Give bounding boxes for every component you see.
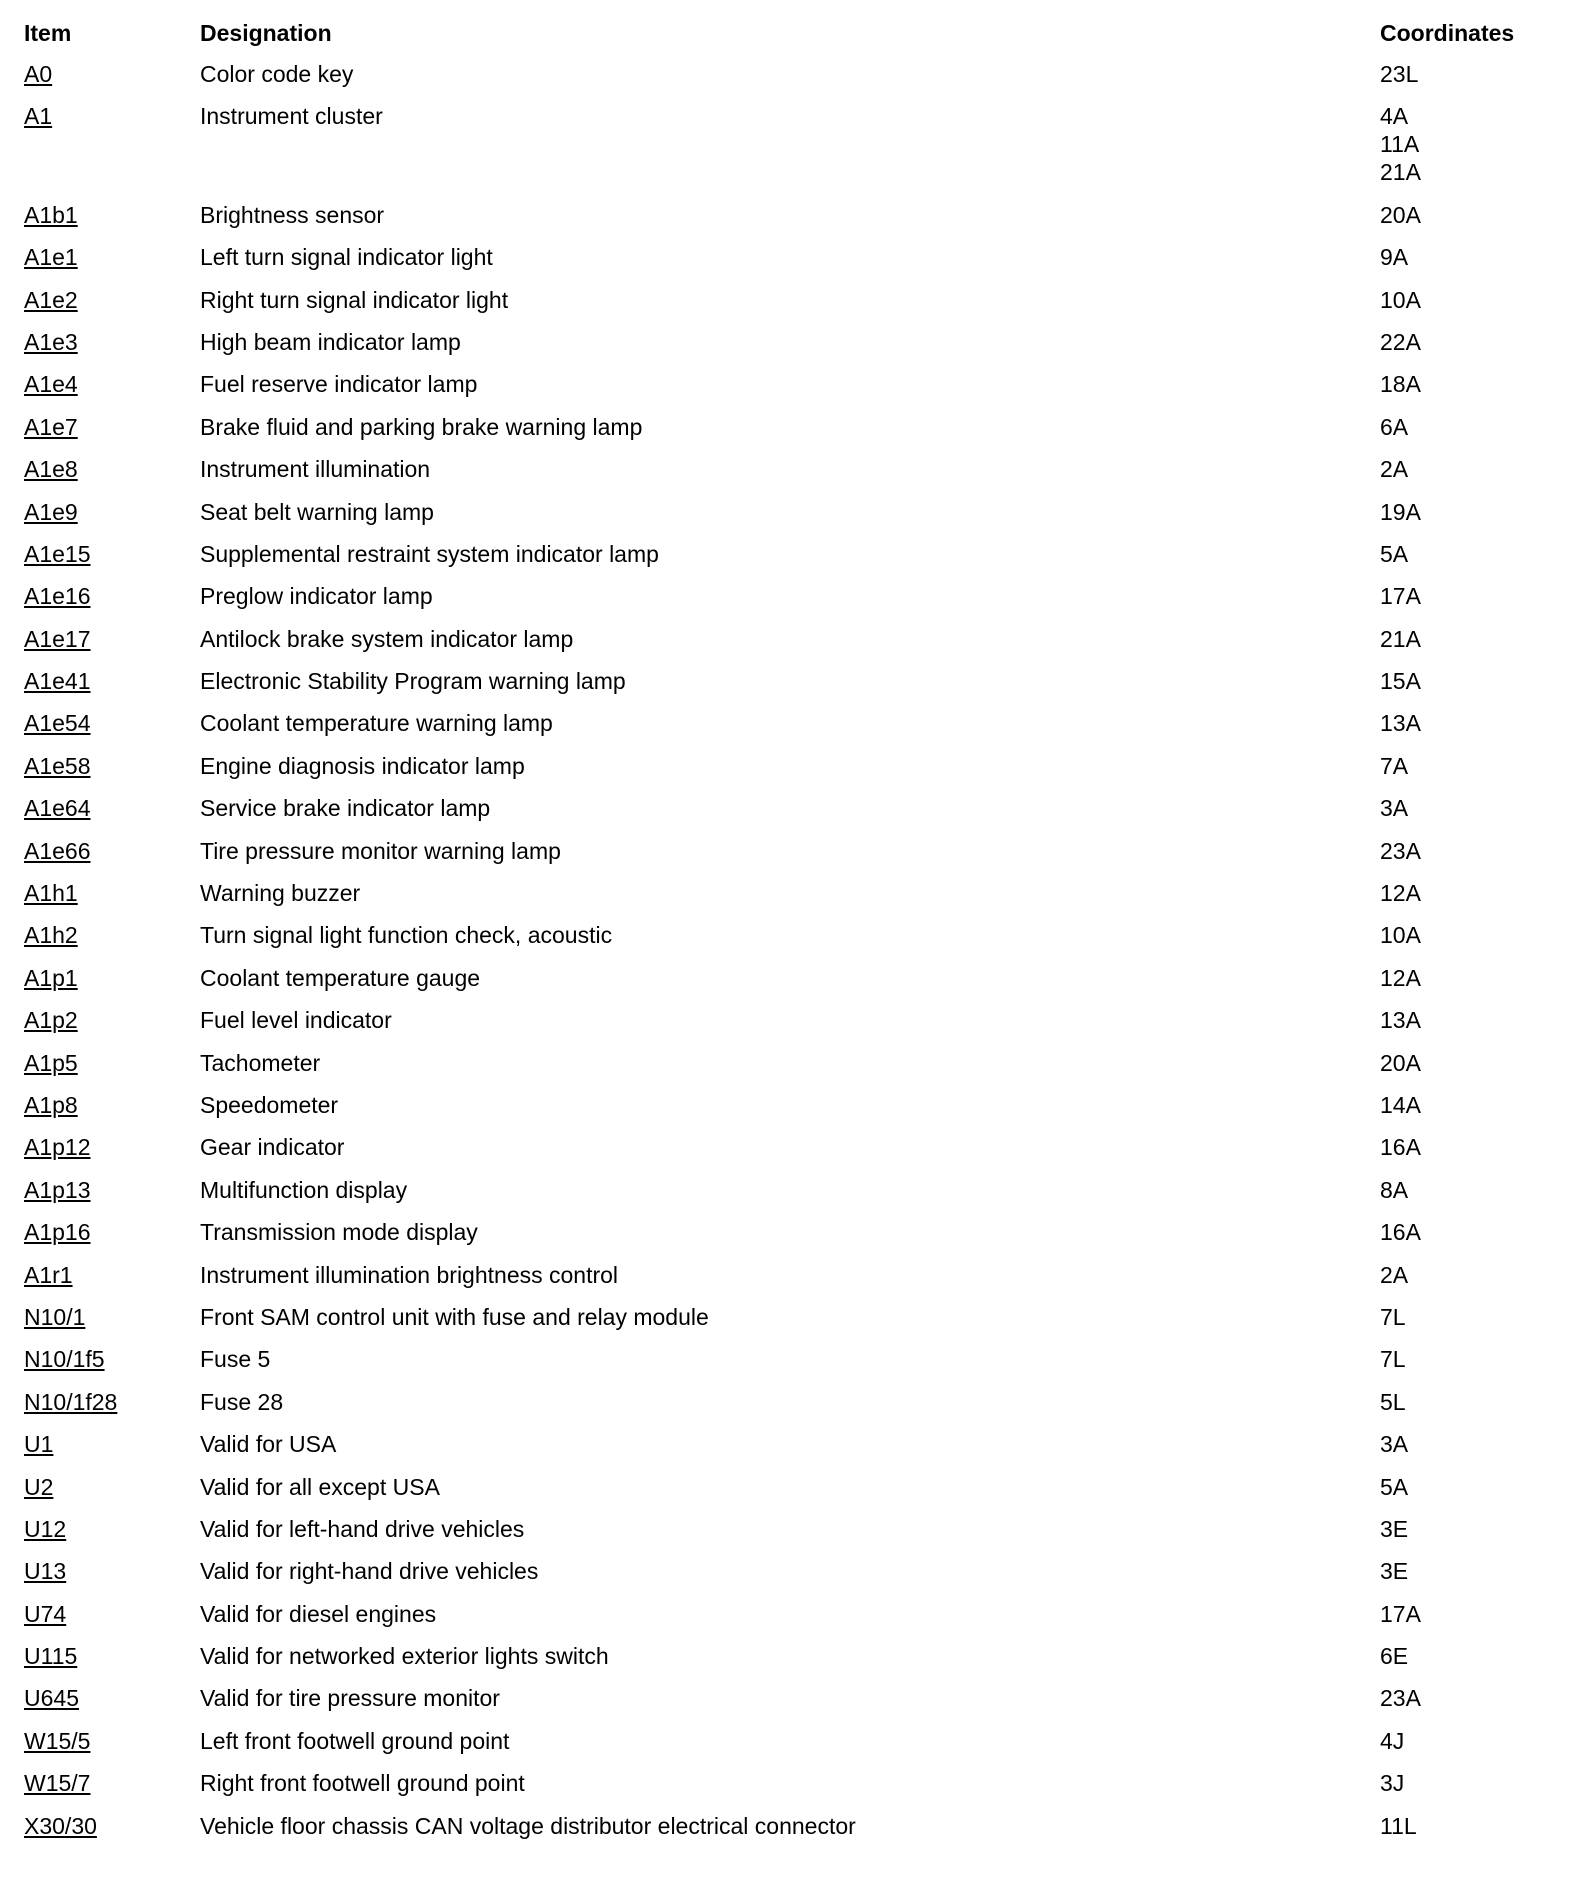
coordinates-cell: [1380, 964, 1504, 1006]
coordinates-cell: [1380, 1218, 1504, 1260]
coordinate-value: 8A: [1380, 1176, 1409, 1203]
item-link[interactable]: X30/30: [24, 1812, 97, 1839]
coordinate-value: 4A: [1380, 103, 1409, 130]
coordinate-value: 10A: [1380, 922, 1421, 949]
coordinate-value: 3E: [1380, 1558, 1409, 1585]
designation-cell: Valid for diesel engines: [200, 1600, 437, 1627]
coordinates-cell: [1380, 1261, 1504, 1303]
table-row: [24, 1515, 1504, 1557]
designation-cell: Valid for USA: [200, 1431, 337, 1458]
item-link[interactable]: A1p5: [24, 1049, 78, 1076]
coordinates-cell: [1380, 102, 1504, 200]
coordinates-cell: [1380, 1345, 1504, 1387]
coordinates-cell: [1380, 1133, 1504, 1175]
component-legend-table: [24, 20, 1515, 1854]
table-row: [24, 328, 1504, 370]
table-row: [24, 102, 1504, 200]
item-link[interactable]: A1e17: [24, 625, 91, 652]
designation-cell: Coolant temperature warning lamp: [200, 710, 553, 737]
item-link[interactable]: N10/1f28: [24, 1388, 118, 1415]
designation-cell: Fuse 5: [200, 1346, 271, 1373]
table-row: [24, 1684, 1504, 1726]
designation-cell: Instrument illumination brightness control: [200, 1261, 619, 1288]
coordinates-cell: [1380, 328, 1504, 370]
coordinates-cell: [1380, 921, 1504, 963]
item-link[interactable]: A1p8: [24, 1091, 78, 1118]
item-link[interactable]: W15/5: [24, 1727, 91, 1754]
table-row: [24, 1727, 1504, 1769]
coordinate-value: 5A: [1380, 1473, 1409, 1500]
item-link[interactable]: A1p13: [24, 1176, 91, 1203]
coordinate-value: 13A: [1380, 710, 1421, 737]
item-cell: [24, 837, 200, 879]
designation-cell: High beam indicator lamp: [200, 328, 461, 355]
item-link[interactable]: A1e16: [24, 583, 91, 610]
item-cell: [24, 1261, 200, 1303]
item-link[interactable]: A0: [24, 61, 53, 87]
coordinates-cell: [1380, 1600, 1504, 1642]
item-cell: [24, 201, 200, 243]
designation-cell: Right front footwell ground point: [200, 1770, 525, 1797]
coordinates-cell: [1380, 60, 1504, 102]
designation-cell: Transmission mode display: [200, 1219, 478, 1246]
item-link[interactable]: A1e41: [24, 668, 91, 695]
table-row: [24, 582, 1504, 624]
coordinate-value: 19A: [1380, 498, 1421, 525]
coordinates-cell: [1380, 1515, 1504, 1557]
item-cell: [24, 1133, 200, 1175]
item-link[interactable]: A1e3: [24, 328, 78, 355]
item-link[interactable]: A1p2: [24, 1007, 78, 1034]
coordinate-value: 6E: [1380, 1643, 1409, 1670]
table-row: [24, 1049, 1504, 1091]
coordinates-cell: [1380, 752, 1504, 794]
designation-cell: Valid for right-hand drive vehicles: [200, 1558, 539, 1585]
item-cell: [24, 455, 200, 497]
table-row: [24, 286, 1504, 328]
item-cell: [24, 540, 200, 582]
coordinates-cell: [1380, 879, 1504, 921]
item-cell: [24, 625, 200, 667]
coordinates-cell: [1380, 1557, 1504, 1599]
coordinate-value: 2A: [1380, 456, 1409, 483]
item-link[interactable]: A1p16: [24, 1219, 91, 1246]
coordinate-value: 14A: [1380, 1091, 1421, 1118]
item-cell: [24, 667, 200, 709]
table-row: [24, 1133, 1504, 1175]
item-link[interactable]: A1e2: [24, 286, 78, 313]
table-row: [24, 709, 1504, 751]
item-link[interactable]: U115: [24, 1643, 78, 1670]
coordinate-value: 6A: [1380, 413, 1409, 440]
coordinates-cell: [1380, 1642, 1504, 1684]
header-designation: Designation: [200, 20, 332, 46]
item-link[interactable]: A1e64: [24, 795, 91, 822]
coordinates-cell: [1380, 794, 1504, 836]
table-row: [24, 1218, 1504, 1260]
table-row: [24, 1473, 1504, 1515]
designation-cell: Warning buzzer: [200, 880, 361, 907]
coordinate-value: 22A: [1380, 328, 1421, 355]
coordinate-value: 23A: [1380, 837, 1421, 864]
coordinates-cell: [1380, 201, 1504, 243]
designation-cell: Gear indicator: [200, 1134, 345, 1161]
designation-cell: Valid for networked exterior lights switch: [200, 1643, 609, 1670]
designation-cell: Seat belt warning lamp: [200, 498, 434, 525]
coordinate-value: 3A: [1380, 795, 1409, 822]
item-link[interactable]: A1: [24, 103, 53, 130]
item-link[interactable]: A1e54: [24, 710, 91, 737]
designation-cell: Fuse 28: [200, 1388, 284, 1415]
item-cell: [24, 1642, 200, 1684]
table-row: [24, 879, 1504, 921]
item-cell: [24, 582, 200, 624]
table-row: [24, 1769, 1504, 1811]
item-cell: [24, 286, 200, 328]
table-row: [24, 1176, 1504, 1218]
designation-cell: Tire pressure monitor warning lamp: [200, 837, 561, 864]
item-cell: [24, 1600, 200, 1642]
item-cell: [24, 498, 200, 540]
designation-cell: Color code key: [200, 61, 354, 87]
item-link[interactable]: A1h1: [24, 880, 78, 907]
item-link[interactable]: U74: [24, 1600, 67, 1627]
designation-cell: Right turn signal indicator light: [200, 286, 509, 313]
item-cell: [24, 1049, 200, 1091]
table-row: [24, 837, 1504, 879]
item-link[interactable]: W15/7: [24, 1770, 91, 1797]
item-link[interactable]: U2: [24, 1473, 54, 1500]
table-row: [24, 752, 1504, 794]
designation-cell: Turn signal light function check, acoustic: [200, 922, 613, 949]
coordinates-cell: [1380, 1769, 1504, 1811]
item-link[interactable]: U12: [24, 1515, 67, 1542]
table-row: [24, 60, 1504, 102]
coordinate-value: 21A: [1380, 625, 1421, 652]
coordinate-value: 4J: [1380, 1727, 1405, 1754]
item-cell: [24, 1176, 200, 1218]
table-row: [24, 1091, 1504, 1133]
coordinates-cell: [1380, 1388, 1504, 1430]
item-link[interactable]: U13: [24, 1558, 67, 1585]
coordinates-cell: [1380, 1006, 1504, 1048]
table-row: [24, 1388, 1504, 1430]
coordinates-cell: [1380, 413, 1504, 455]
designation-cell: Front SAM control unit with fuse and relay module: [200, 1303, 709, 1330]
designation-cell: Left turn signal indicator light: [200, 244, 493, 271]
item-cell: [24, 1727, 200, 1769]
table-row: [24, 201, 1504, 243]
coordinate-value: 23L: [1380, 61, 1419, 87]
item-cell: [24, 1769, 200, 1811]
coordinates-cell: [1380, 1049, 1504, 1091]
item-cell: [24, 752, 200, 794]
coordinate-value: 20A: [1380, 1049, 1421, 1076]
coordinate-value: 16A: [1380, 1134, 1421, 1161]
designation-cell: Valid for left-hand drive vehicles: [200, 1515, 525, 1542]
coordinates-cell: [1380, 582, 1504, 624]
table-row: [24, 1430, 1504, 1472]
coordinate-value: 11L: [1380, 1812, 1417, 1839]
header-row: [24, 20, 1504, 60]
item-cell: [24, 1345, 200, 1387]
designation-cell: Tachometer: [200, 1049, 321, 1076]
designation-cell: Brightness sensor: [200, 201, 385, 228]
coordinate-value: 9A: [1380, 244, 1409, 271]
item-link[interactable]: A1b1: [24, 201, 78, 228]
coordinate-value: 12A: [1380, 964, 1421, 991]
designation-cell: Instrument illumination: [200, 456, 431, 483]
table-row: [24, 1812, 1504, 1854]
coordinate-value: 12A: [1380, 880, 1421, 907]
coordinates-cell: [1380, 1176, 1504, 1218]
table-row: [24, 667, 1504, 709]
designation-cell: Engine diagnosis indicator lamp: [200, 752, 525, 779]
coordinate-value: 16A: [1380, 1219, 1421, 1246]
item-cell: [24, 1091, 200, 1133]
table-row: [24, 921, 1504, 963]
item-cell: [24, 1388, 200, 1430]
designation-cell: Service brake indicator lamp: [200, 795, 491, 822]
item-cell: [24, 1430, 200, 1472]
designation-cell: Coolant temperature gauge: [200, 964, 481, 991]
table-row: [24, 1345, 1504, 1387]
item-link[interactable]: U1: [24, 1431, 54, 1458]
coordinate-value: 20A: [1380, 201, 1421, 228]
coordinates-cell: [1380, 1430, 1504, 1472]
coordinate-value: 10A: [1380, 286, 1421, 313]
item-link[interactable]: A1e1: [24, 244, 78, 271]
designation-cell: Instrument cluster: [200, 103, 383, 130]
item-cell: [24, 1684, 200, 1726]
item-cell: [24, 1557, 200, 1599]
coordinate-value: 5A: [1380, 540, 1409, 567]
coordinates-cell: [1380, 1303, 1504, 1345]
coordinate-value: 3A: [1380, 1431, 1409, 1458]
table-row: [24, 625, 1504, 667]
item-link[interactable]: A1h2: [24, 922, 78, 949]
coordinate-value: 3J: [1380, 1770, 1405, 1797]
coordinate-value: 7L: [1380, 1303, 1406, 1330]
table-row: [24, 1600, 1504, 1642]
item-cell: [24, 709, 200, 751]
item-cell: [24, 413, 200, 455]
designation-cell: Valid for tire pressure monitor: [200, 1685, 500, 1712]
designation-cell: Valid for all except USA: [200, 1473, 440, 1500]
designation-cell: Fuel level indicator: [200, 1007, 392, 1034]
coordinates-cell: [1380, 1812, 1504, 1854]
item-link[interactable]: A1e9: [24, 498, 78, 525]
item-cell: [24, 879, 200, 921]
item-cell: [24, 1812, 200, 1854]
coordinate-value: 21A: [1380, 159, 1421, 186]
item-cell: [24, 102, 200, 200]
coordinates-cell: [1380, 1091, 1504, 1133]
coordinates-cell: [1380, 667, 1504, 709]
coordinates-cell: [1380, 243, 1504, 285]
designation-cell: Brake fluid and parking brake warning lamp: [200, 413, 643, 440]
coordinate-value: 17A: [1380, 1600, 1421, 1627]
item-cell: [24, 60, 200, 102]
item-cell: [24, 921, 200, 963]
table-row: [24, 243, 1504, 285]
coordinate-value: 13A: [1380, 1007, 1421, 1034]
item-link[interactable]: A1e58: [24, 752, 91, 779]
coordinate-value: 3E: [1380, 1515, 1409, 1542]
coordinates-cell: [1380, 455, 1504, 497]
item-link[interactable]: U645: [24, 1685, 79, 1712]
table-row: [24, 498, 1504, 540]
item-cell: [24, 370, 200, 412]
designation-cell: Speedometer: [200, 1091, 339, 1118]
designation-cell: Preglow indicator lamp: [200, 583, 433, 610]
header-item: Item: [24, 20, 72, 46]
table-row: [24, 1303, 1504, 1345]
legend-body: [24, 60, 1504, 1854]
item-link[interactable]: A1e7: [24, 413, 78, 440]
item-cell: [24, 794, 200, 836]
coordinates-cell: [1380, 1727, 1504, 1769]
designation-cell: Multifunction display: [200, 1176, 408, 1203]
header-coordinates: Coordinates: [1380, 20, 1515, 46]
item-link[interactable]: A1e8: [24, 456, 78, 483]
item-link[interactable]: A1p1: [24, 964, 78, 991]
item-cell: [24, 964, 200, 1006]
table-row: [24, 413, 1504, 455]
coordinate-value: 7L: [1380, 1346, 1406, 1373]
coordinates-cell: [1380, 1473, 1504, 1515]
table-row: [24, 964, 1504, 1006]
table-row: [24, 540, 1504, 582]
coordinates-cell: [1380, 370, 1504, 412]
designation-cell: Vehicle floor chassis CAN voltage distributor electrical connector: [200, 1812, 856, 1839]
item-cell: [24, 1303, 200, 1345]
coordinates-cell: [1380, 286, 1504, 328]
item-link[interactable]: A1r1: [24, 1261, 73, 1288]
item-cell: [24, 243, 200, 285]
item-cell: [24, 1006, 200, 1048]
table-row: [24, 794, 1504, 836]
coordinate-value: 2A: [1380, 1261, 1409, 1288]
table-row: [24, 1006, 1504, 1048]
item-cell: [24, 1473, 200, 1515]
item-link[interactable]: N10/1f5: [24, 1346, 105, 1373]
table-row: [24, 1261, 1504, 1303]
item-link[interactable]: N10/1: [24, 1303, 86, 1330]
item-cell: [24, 1218, 200, 1260]
coordinate-value: 11A: [1380, 131, 1420, 158]
item-link[interactable]: A1p12: [24, 1134, 91, 1161]
table-row: [24, 370, 1504, 412]
coordinates-cell: [1380, 837, 1504, 879]
table-row: [24, 455, 1504, 497]
coordinates-cell: [1380, 540, 1504, 582]
coordinate-value: 18A: [1380, 371, 1421, 398]
item-link[interactable]: A1e66: [24, 837, 91, 864]
item-link[interactable]: A1e4: [24, 371, 78, 398]
designation-cell: Antilock brake system indicator lamp: [200, 625, 574, 652]
designation-cell: Supplemental restraint system indicator lamp: [200, 540, 659, 567]
table-row: [24, 1557, 1504, 1599]
designation-cell: Electronic Stability Program warning lamp: [200, 668, 626, 695]
designation-cell: Left front footwell ground point: [200, 1727, 510, 1754]
coordinate-value: 23A: [1380, 1685, 1421, 1712]
coordinates-cell: [1380, 709, 1504, 751]
coordinates-cell: [1380, 498, 1504, 540]
coordinate-value: 17A: [1380, 583, 1421, 610]
coordinate-value: 15A: [1380, 668, 1421, 695]
coordinate-value: 5L: [1380, 1388, 1406, 1415]
item-cell: [24, 1515, 200, 1557]
coordinate-value: 7A: [1380, 752, 1409, 779]
item-link[interactable]: A1e15: [24, 540, 91, 567]
item-cell: [24, 328, 200, 370]
coordinates-cell: [1380, 1684, 1504, 1726]
coordinates-cell: [1380, 625, 1504, 667]
designation-cell: Fuel reserve indicator lamp: [200, 371, 478, 398]
table-row: [24, 1642, 1504, 1684]
